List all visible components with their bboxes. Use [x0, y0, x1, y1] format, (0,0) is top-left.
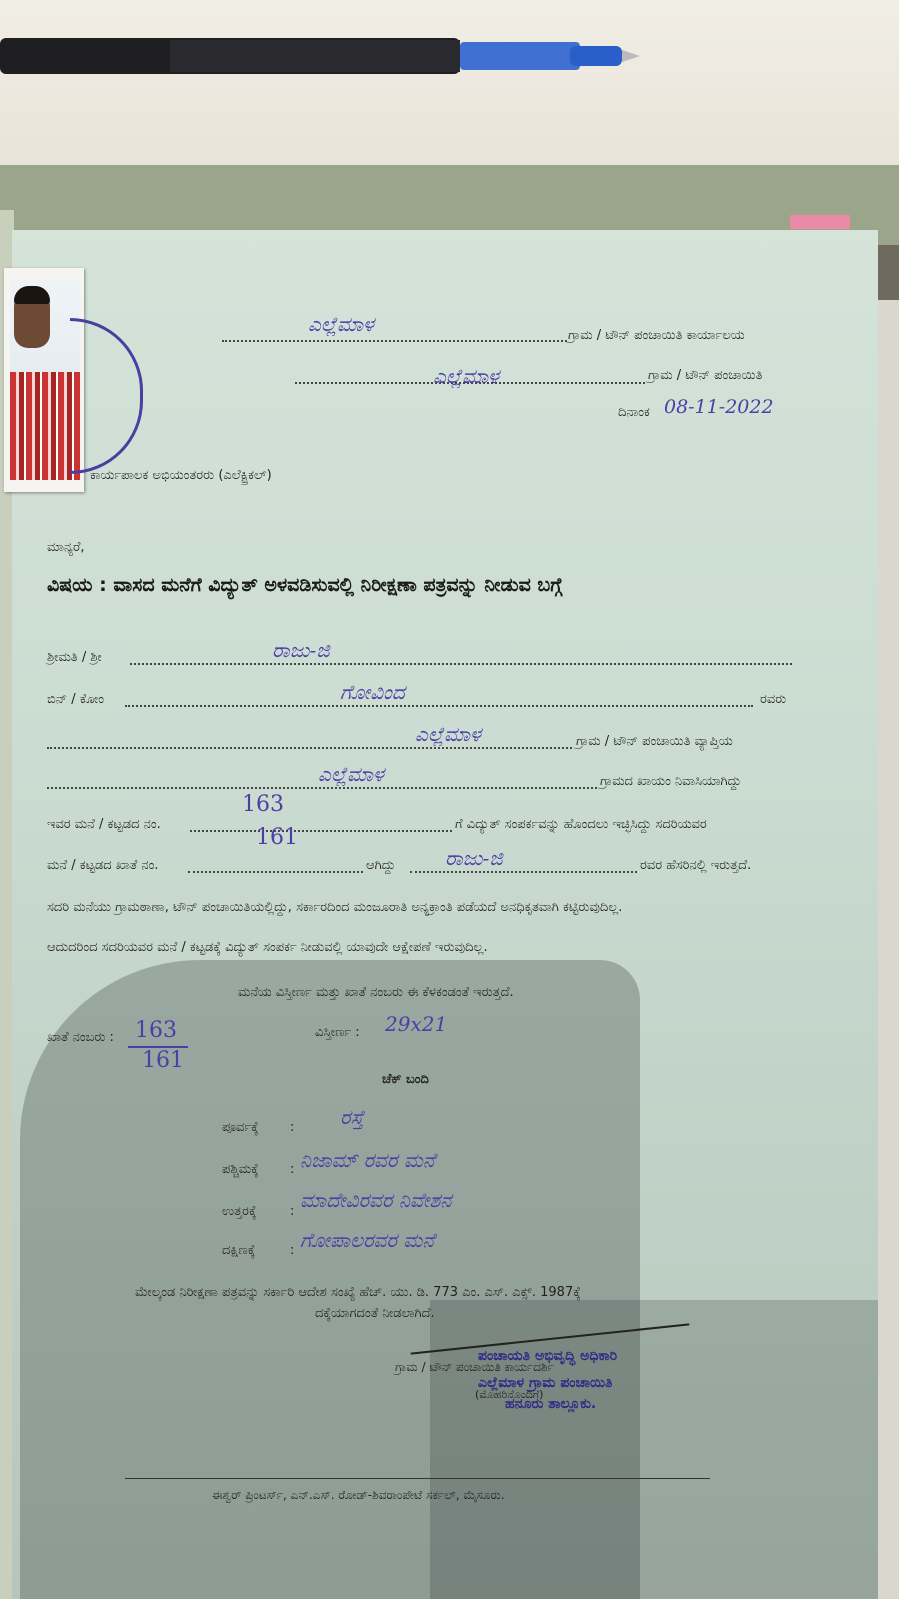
east-boundary: ರಸ್ತೆ [340, 1105, 364, 1129]
ownership-text: ರವರ ಹೆಸರಿನಲ್ಲಿ ಇರುತ್ತದೆ. [640, 858, 752, 873]
west-label: ಪಶ್ಚಿಮಕ್ಕೆ [222, 1162, 259, 1177]
village-name-handwritten: ಎಲ್ಲೆಮಾಳ [318, 762, 384, 786]
khata-label: ಮನೆ / ಕಟ್ಟಡದ ಖಾತೆ ನಂ. [47, 858, 159, 873]
order-reference-continued: ದಕ್ಕೆಯಾಗದಂತೆ ನೀಡಲಾಗಿದೆ. [315, 1306, 435, 1321]
name-label: ಶ್ರೀಮತಿ / ಶ್ರೀ [47, 650, 102, 665]
pen-image [0, 30, 640, 82]
addressee: ಕಾರ್ಯಪಾಲಕ ಅಭಿಯಂತರರು (ಎಲೆಕ್ಟ್ರಿಕಲ್) [90, 468, 272, 483]
secretary-label: ಗ್ರಾಮ / ಟೌನ್ ಪಂಚಾಯಿತಿ ಕಾರ್ಯದರ್ಶಿ [395, 1360, 554, 1374]
dotted-line [125, 705, 753, 707]
village-name-handwritten: ಎಲ್ಲೆಮಾಳ [433, 364, 499, 388]
footer-rule [125, 1478, 710, 1479]
colon: : [290, 1243, 295, 1258]
taluk-stamp: ಹನೂರು ತಾಲ್ಲೂಕು. [505, 1396, 597, 1412]
office-heading: ಗ್ರಾಮ / ಟೌನ್ ಪಂಚಾಯಿತಿ ಕಾರ್ಯಾಲಯ [568, 328, 745, 343]
house-number-label: ಇವರ ಮನೆ / ಕಟ್ಟಡದ ನಂ. [47, 817, 161, 832]
khata-number-top: 163 [135, 1018, 177, 1043]
north-boundary: ಮಾದೇವಿರವರ ನಿವೇಶನ [300, 1188, 452, 1212]
printer-credit: ಈಶ್ವರ್ ಪ್ರಿಂಟರ್ಸ್, ಎನ್.ಎಸ್. ರೋಡ್-ಶಿವರಾಂಪೇಟೆ ಸರ್ಕಲ್, ಮೈಸೂರು. [212, 1488, 505, 1502]
dotted-line [47, 747, 572, 749]
south-label: ದಕ್ಷಿಣಕ್ಕೆ [222, 1243, 256, 1258]
dotted-line [130, 663, 792, 665]
dotted-line [190, 830, 452, 832]
area-label: ವಿಸ್ತೀರ್ಣ : [315, 1025, 360, 1040]
desk-background [0, 0, 899, 175]
dotted-line [410, 871, 637, 873]
dotted-line [47, 787, 597, 789]
panchayat-heading: ಗ್ರಾಮ / ಟೌನ್ ಪಂಚಾಯಿತಿ [648, 368, 763, 383]
village-name-handwritten: ಎಲ್ಲೆಮಾಳ [415, 722, 481, 746]
panchayat-stamp: ಎಲ್ಲೆಮಾಳ ಗ್ರಾಮ ಪಂಚಾಯಿತಿ [478, 1375, 613, 1391]
khata-number-label: ಖಾತೆ ನಂಬರು : [47, 1030, 114, 1045]
north-label: ಉತ್ತರಕ್ಕೆ [222, 1204, 257, 1219]
father-suffix: ರವರು [760, 692, 787, 707]
father-name: ಗೋವಿಂದ [340, 680, 405, 704]
dotted-line [188, 871, 363, 873]
details-intro: ಮನೆಯ ವಿಸ್ತೀರ್ಣ ಮತ್ತು ಖಾತೆ ನಂಬರು ಈ ಕೆಳಕಂಡಂತೆ ಇರುತ್ತದೆ. [238, 985, 514, 1000]
west-boundary: ನಿಜಾಮ್ ರವರ ಮನೆ [300, 1148, 435, 1172]
father-label: ಬಿನ್ / ಕೋಂ [47, 692, 104, 707]
house-number-bottom: 161 [256, 825, 298, 850]
khata-mid-text: ಆಗಿದ್ದು [366, 858, 396, 873]
colon: : [290, 1204, 295, 1219]
dotted-line [222, 340, 567, 342]
east-label: ಪೂರ್ವಕ್ಕೆ [222, 1120, 259, 1135]
date-label: ದಿನಾಂಕ [618, 405, 650, 420]
owner-name: ರಾಜು-ಜಿ [445, 846, 503, 870]
village-name-handwritten: ಎಲ್ಲೆಮಾಳ [308, 312, 374, 336]
connection-text: ಗೆ ವಿದ್ಯುತ್ ಸಂಪರ್ಕವನ್ನು ಹೊಂದಲು ಇಚ್ಛಿಸಿದ್ದು ಸದರಿಯವರ [455, 817, 707, 832]
officer-stamp-title: ಪಂಚಾಯತಿ ಅಭಿವೃದ್ಧಿ ಅಧಿಕಾರಿ [478, 1348, 618, 1364]
area-value: 29x21 [385, 1012, 448, 1036]
south-boundary: ಗೋಪಾಲರವರ ಮನೆ [300, 1228, 435, 1252]
background-paper-edge [876, 300, 899, 1599]
paragraph-1: ಸದರಿ ಮನೆಯು ಗ್ರಾಮಠಾಣಾ, ಟೌನ್ ಪಂಚಾಯಿತಿಯಲ್ಲಿದ್ದು, ಸರ್ಕಾರದಿಂದ ಮಂಜೂರಾತಿ ಅನ್ಯಕ್ರಾಂತಿ ಪಡೆಯದೆ ಅನಧಿಕೃತವಾಗಿ ಕಟ್ಟಿರುವುದಿಲ್ಲ. [47, 900, 623, 915]
house-number-top: 163 [242, 792, 284, 817]
boundaries-title: ಚೆಕ್ ಬಂದಿ [382, 1072, 429, 1087]
colon: : [290, 1162, 295, 1177]
khata-number-bottom: 161 [142, 1048, 184, 1073]
jurisdiction-text: ಗ್ರಾಮ / ಟೌನ್ ಪಂಚಾಯಿತಿ ವ್ಯಾಪ್ತಿಯ [576, 734, 733, 749]
salutation: ಮಾನ್ಯರೆ, [47, 540, 85, 555]
order-reference: ಮೇಲ್ಕಂಡ ನಿರೀಕ್ಷಣಾ ಪತ್ರವನ್ನು ಸರ್ಕಾರಿ ಆದೇಶ ಸಂಖ್ಯೆ ಹೆಚ್. ಯು. ಡಿ. 773 ಎಂ. ಎಸ್. ಎಕ್ಸ್. 1987ಕ್ಕೆ [135, 1285, 581, 1300]
file-edge [790, 215, 850, 229]
subject-line: ವಿಷಯ : ವಾಸದ ಮನೆಗೆ ವಿದ್ಯುತ್ ಅಳವಡಿಸುವಲ್ಲಿ ನಿರೀಕ್ಷಣಾ ಪತ್ರವನ್ನು ನೀಡುವ ಬಗ್ಗೆ [47, 574, 563, 596]
date-value: 08-11-2022 [664, 396, 774, 418]
paragraph-2: ಆದುದರಿಂದ ಸದರಿಯವರ ಮನೆ / ಕಟ್ಟಡಕ್ಕೆ ವಿದ್ಯುತ್ ಸಂಪರ್ಕ ನೀಡುವಲ್ಲಿ ಯಾವುದೇ ಆಕ್ಷೇಪಣೆ ಇರುವುದಿಲ್ಲ. [47, 940, 488, 955]
applicant-name: ರಾಜು-ಜಿ [272, 638, 330, 662]
colon: : [290, 1120, 295, 1135]
residence-text: ಗ್ರಾಮದ ಖಾಯಂ ನಿವಾಸಿಯಾಗಿದ್ದು [600, 774, 742, 789]
seal-note: (ಮೊಹರಿನೊಂದಿಗೆ) [475, 1388, 544, 1401]
